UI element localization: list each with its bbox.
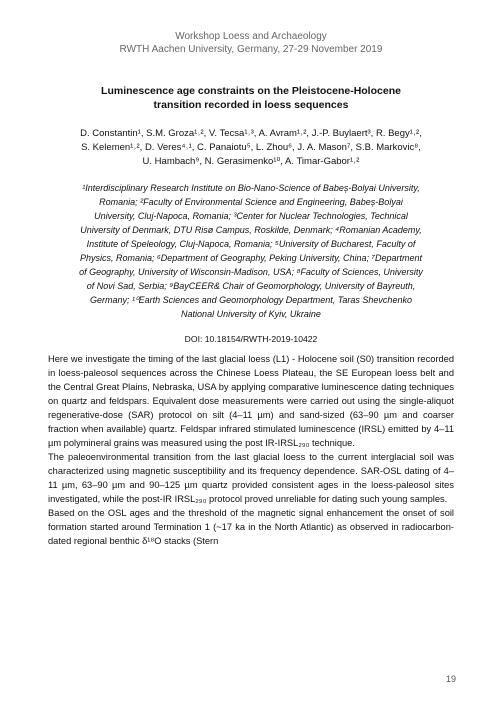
affiliation-line: Romania; ²Faculty of Environmental Science and Engineering, Babeș-Bolyai	[99, 197, 403, 207]
author-line: D. Constantin¹, S.M. Groza¹˒², V. Tecsa¹˒³, A. Avram¹˒², J.-P. Buylaert³, R. Begy¹˒²,	[80, 128, 422, 139]
affiliation-line: of Geography, University of Wisconsin-Madison, USA; ⁸Faculty of Sciences, University	[79, 267, 423, 277]
abstract-paragraph-2: The paleoenvironmental transition from the last glacial loess to the current interglacial soil was characterized using magnetic susceptibility and its frequency dependence. SAR-OSL dating of 4–11 µm, 63–90 µm and 90–125 µm quartz provided consistent ages in the loess-paleosol sites investigated, while the post-IR IRSL₂₉₀ protocol proved unreliable for dating such young samples.	[48, 452, 454, 504]
affiliation-line: University, Cluj-Napoca, Romania; ³Center for Nuclear Technologies, Technical	[94, 211, 408, 221]
page-number: 19	[445, 674, 456, 684]
abstract-body	[48, 352, 454, 548]
abstract-paragraph-3: Based on the OSL ages and the threshold of the magnetic signal enhancement the onset of soil formation started around Termination 1 (~17 ka in the North Atlantic) as observed in radiocarbon-dated regional benthic δ¹⁸O stacks (Stern	[48, 508, 454, 546]
workshop-venue-date: RWTH Aachen University, Germany, 27-29 November 2019	[119, 44, 383, 55]
author-line: U. Hambach⁹, N. Gerasimenko¹⁰, A. Timar-Gabor¹˒²	[142, 156, 360, 167]
author-list	[48, 127, 454, 169]
affiliation-line: ¹Interdisciplinary Research Institute on Bio-Nano-Science of Babeș-Bolyai University,	[82, 183, 420, 193]
author-line: S. Kelemen¹˒², D. Veres⁴˒¹, C. Panaiotu⁵, L. Zhou⁶, J. A. Mason⁷, S.B. Markovic⁸,	[81, 142, 421, 153]
affiliation-line: Institute of Speleology, Cluj-Napoca, Romania; ⁵University of Bucharest, Faculty of	[86, 239, 416, 249]
title-line-2: transition recorded in loess sequences	[153, 99, 349, 111]
affiliation-line: National University of Kyiv, Ukraine	[181, 309, 321, 319]
affiliation-line: of Novi Sad, Serbia; ⁹BayCEER& Chair of Geomorphology, University of Bayreuth,	[86, 281, 416, 291]
paper-title	[40, 84, 462, 112]
affiliation-line: Germany; ¹⁰Earth Sciences and Geomorphology Department, Taras Shevchenko	[90, 295, 412, 305]
affiliation-line: Physics, Romania; ⁶Department of Geography, Peking University, China; ⁷Department	[80, 253, 422, 263]
affiliations	[70, 181, 432, 321]
workshop-name: Workshop Loess and Archaeology	[175, 31, 327, 42]
affiliation-line: University of Denmark, DTU Risø Campus, Roskilde, Denmark; ⁴Romanian Academy,	[80, 225, 422, 235]
doi-link[interactable]: DOI: 10.18154/RWTH-2019-10422	[184, 334, 318, 344]
abstract-paragraph-1: Here we investigate the timing of the last glacial loess (L1) - Holocene soil (S0) transition recorded in loess-paleosol sequences across the Chinese Loess Plateau, the SE European loess belt and the Central Great Plains, Nebraska, USA by applying comparative luminescence dating techniques on quartz and feldspars. Equivalent dose measurements were carried out using the single-aliquot regenerative-dose (SAR) protocol on silt (4–11 µm) and sand-sized (63–90 µm and coarser fraction when available) quartz. Feldspar infrared stimulated luminescence (IRSL) emitted by 4–11 µm polymineral grains was measured using the post IR-IRSL₂₉₀ technique.	[48, 354, 454, 448]
title-line-1: Luminescence age constraints on the Pleistocene-Holocene	[101, 85, 401, 97]
running-header	[0, 30, 502, 56]
